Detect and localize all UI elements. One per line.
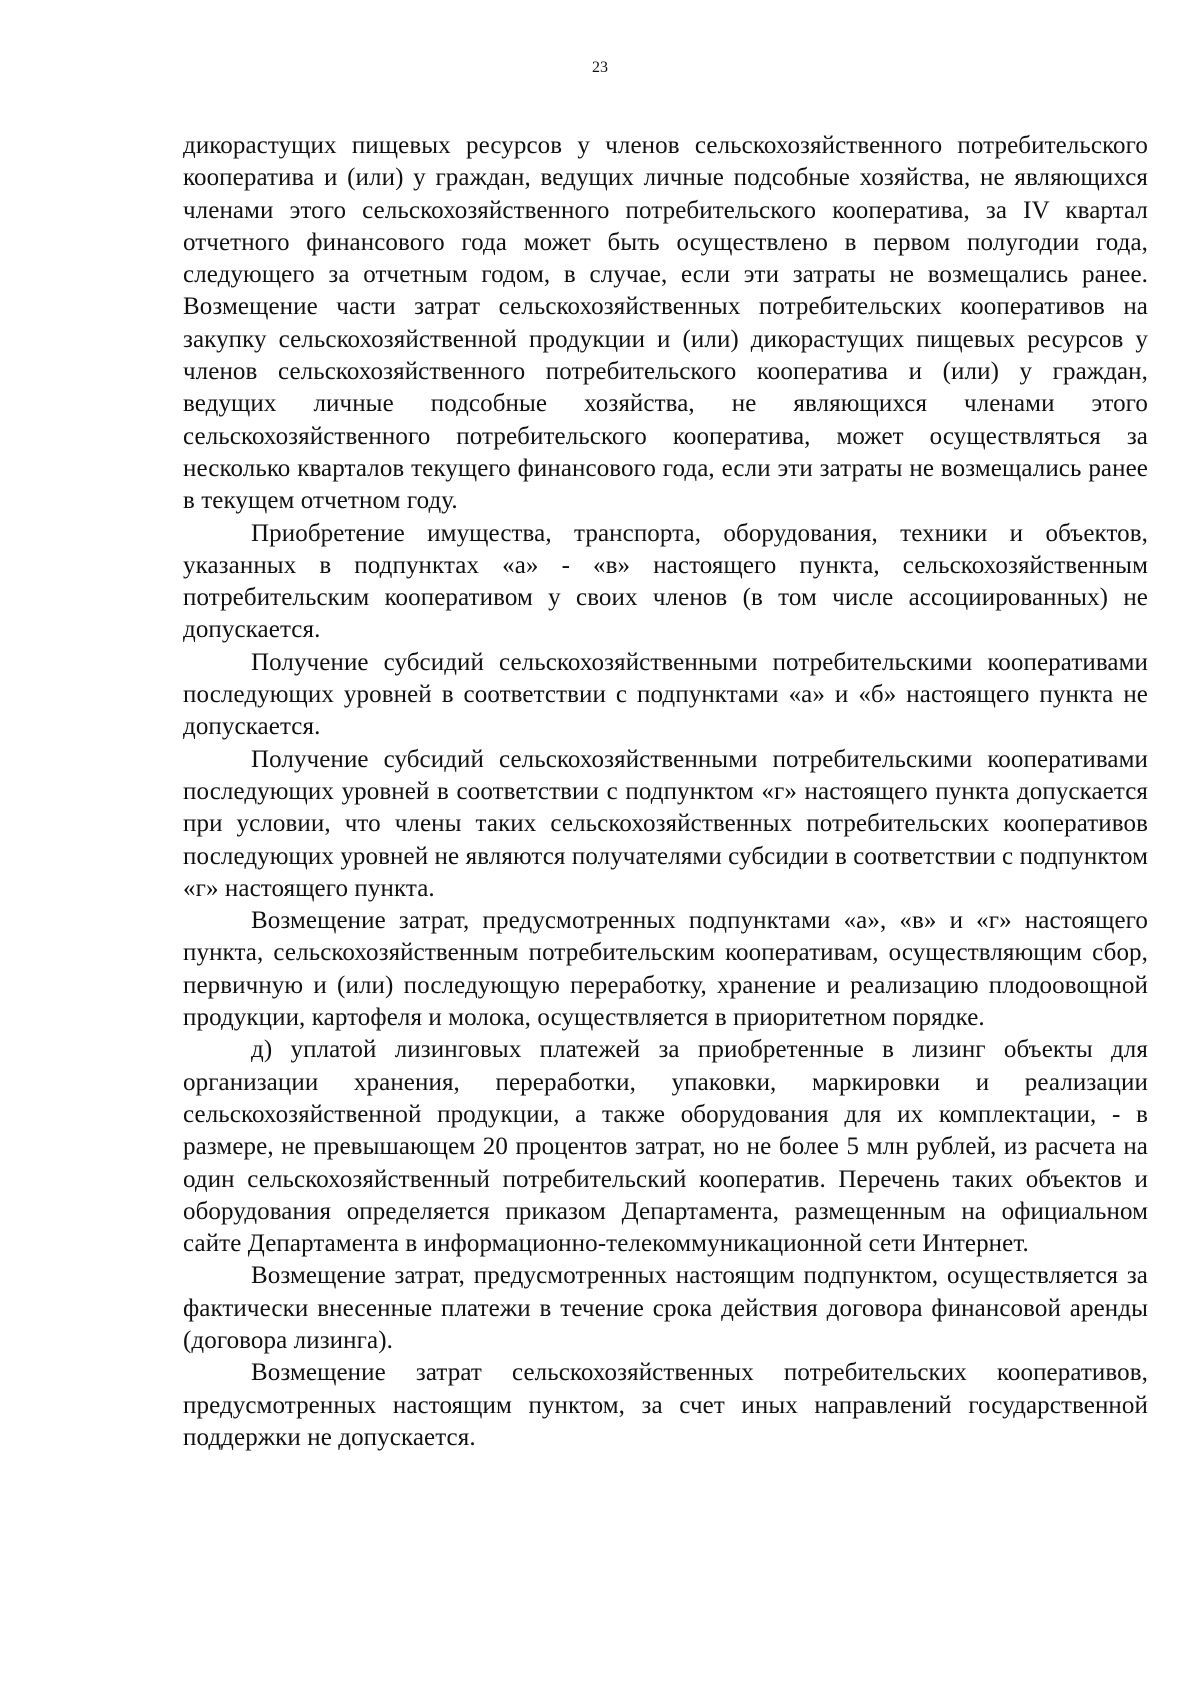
paragraph-no-double-support: Возмещение затрат сельскохозяйственных потребительских кооперативов, предусмотренных настоящим пунктом, за счет иных направлений государственной поддержки не допускается. [183, 1359, 1148, 1451]
paragraph-property-acquisition: Приобретение имущества, транспорта, оборудования, техники и объектов, указанных в подпунктах «а» - «в» настоящего пункта, сельскохозяйственным потребительским кооперативом у своих членов (в том числе ассоциированных) не допускается. [183, 519, 1148, 644]
paragraph-leasing-d: д) уплатой лизинговых платежей за приобретенные в лизинг объекты для организации хранения, переработки, упаковки, маркировки и реализации сельскохозяйственной продукции, а также оборудования для их комплектации, - в размере, не превышающем 20 процентов затрат, но не более 5 млн рублей, из расчета на один сельскохозяйственный потребительский кооператив. Перечень таких объектов и оборудования определяется приказом Департамента, размещенным на официальном сайте Департамента в информационно-телекоммуникационной сети Интернет. [183, 1036, 1148, 1258]
paragraph-subsidies-a-b: Получение субсидий сельскохозяйственными потребительскими кооперативами последующих уровней в соответствии с подпунктами «а» и «б» настоящего пункта не допускается. [183, 648, 1148, 741]
paragraph-continuation: дикорастущих пищевых ресурсов у членов сельскохозяйственного потребительского кооператива и (или) у граждан, ведущих личные подсобные хозяйства, не являющихся членами этого сельскохозяйственного потребительского кооператива, за IV квартал отчетного финансового года может быть осуществлено в первом полугодии года, следующего за отчетным годом, в случае, если эти затраты не возмещались ранее. Возмещение части затрат сельскохозяйственных потребительских кооперативов на закупку сельскохозяйственной продукции и (или) дикорастущих пищевых ресурсов у членов сельскохозяйственного потребительского кооператива и (или) у граждан, ведущих личные подсобные хозяйства, не являющихся членами этого сельскохозяйственного потребительского кооператива, может осуществляться за несколько кварталов текущего финансового года, если эти затраты не возмещались ранее в текущем отчетном году. [183, 132, 1148, 515]
paragraph-leasing-payments: Возмещение затрат, предусмотренных настоящим подпунктом, осуществляется за фактически внесенные платежи в течение срока действия договора финансовой аренды (договора лизинга). [183, 1262, 1148, 1354]
page-number: 23 [592, 59, 608, 76]
document-body [183, 130, 1148, 1454]
paragraph-priority-reimbursement: Возмещение затрат, предусмотренных подпунктами «а», «в» и «г» настоящего пункта, сельскохозяйственным потребительским кооперативам, осуществляющим сбор, первичную и (или) последующую переработку, хранение и реализацию плодоовощной продукции, картофеля и молока, осуществляется в приоритетном порядке. [183, 907, 1148, 1032]
paragraph-subsidies-g: Получение субсидий сельскохозяйственными потребительскими кооперативами последующих уровней в соответствии с подпунктом «г» настоящего пункта допускается при условии, что члены таких сельскохозяйственных потребительских кооперативов последующих уровней не являются получателями субсидии в соответствии с подпунктом «г» настоящего пункта. [183, 745, 1148, 902]
